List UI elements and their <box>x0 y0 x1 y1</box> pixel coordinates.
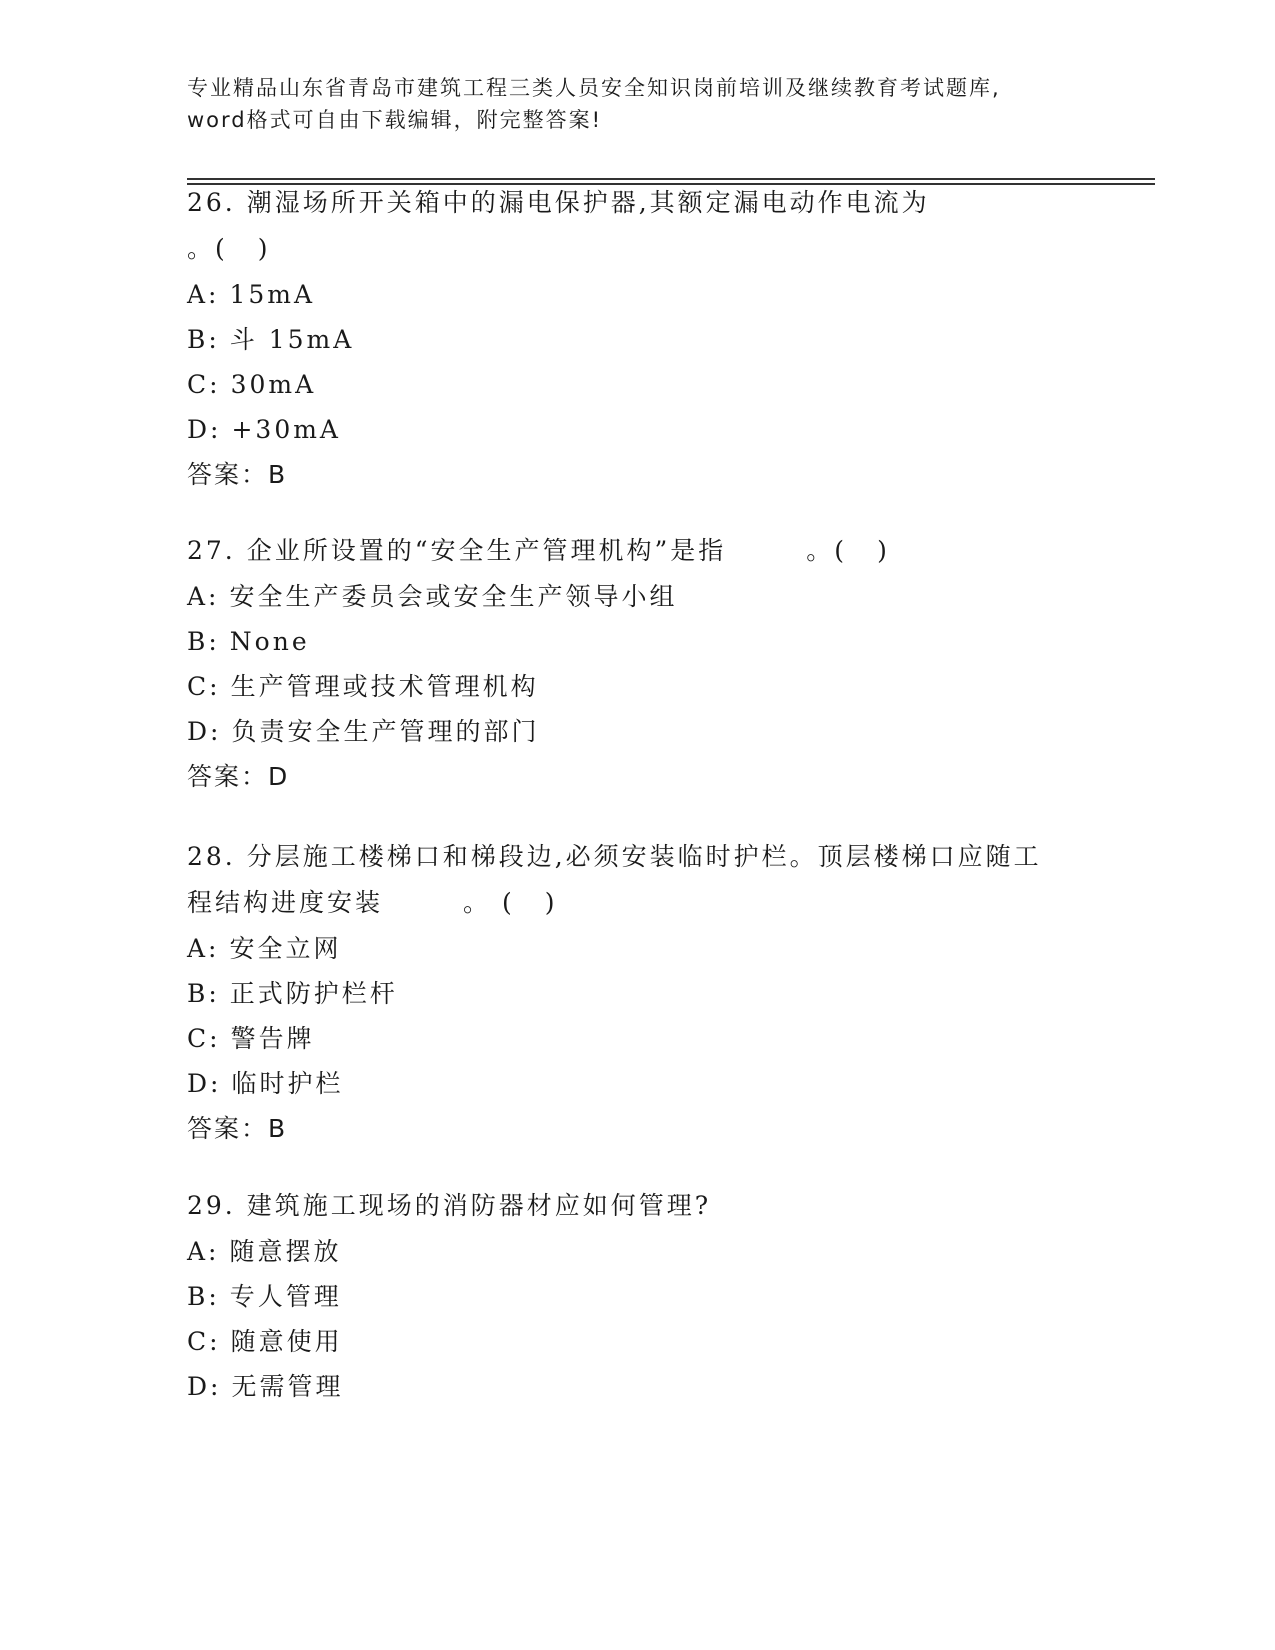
option-letter: A: <box>187 582 220 611</box>
question-stem-continued <box>187 880 1087 926</box>
question-28 <box>187 834 1087 1151</box>
option-d <box>187 1364 1087 1409</box>
option-text: 安全立网 <box>229 934 342 963</box>
option-a <box>187 272 1087 317</box>
question-blank-close: ) <box>257 234 271 263</box>
option-letter: C: <box>187 1024 221 1053</box>
option-c <box>187 1319 1087 1364</box>
option-d <box>187 709 1087 754</box>
question-text-continued: 程结构进度安装 <box>187 888 384 917</box>
question-blank-close: ) <box>544 888 558 917</box>
option-text: 正式防护栏杆 <box>229 979 398 1008</box>
question-27 <box>187 528 1087 799</box>
answer-line: 答案：B <box>187 1114 288 1143</box>
option-b <box>187 1274 1087 1319</box>
document-header <box>187 72 1087 136</box>
option-letter: B: <box>187 325 220 354</box>
question-stem <box>187 834 1087 880</box>
option-text: 斗 15mA <box>229 325 355 354</box>
option-b <box>187 971 1087 1016</box>
option-text: None <box>229 627 310 656</box>
option-text: 随意使用 <box>230 1327 343 1356</box>
option-text: +30mA <box>231 415 341 444</box>
question-text: 分层施工楼梯口和梯段边,必须安装临时护栏。顶层楼梯口应随工 <box>246 842 1042 871</box>
option-text: 15mA <box>229 280 316 309</box>
header-title-line-1: 专业精品山东省青岛市建筑工程三类人员安全知识岗前培训及继续教育考试题库, <box>187 76 1001 100</box>
question-blank-close: ) <box>877 536 890 565</box>
option-letter: D: <box>187 415 222 444</box>
option-b <box>187 317 1087 362</box>
question-number: 28. <box>187 842 236 871</box>
question-number: 29. <box>187 1191 236 1220</box>
option-c <box>187 362 1087 407</box>
option-c <box>187 1016 1087 1061</box>
option-d <box>187 407 1087 452</box>
option-a <box>187 926 1087 971</box>
option-letter: B: <box>187 1282 220 1311</box>
question-stem-continued <box>187 226 1087 272</box>
option-letter: D: <box>187 717 222 746</box>
option-text: 警告牌 <box>230 1024 315 1053</box>
option-letter: B: <box>187 979 220 1008</box>
question-blank-open: 。 ( <box>463 888 515 917</box>
option-text: 专人管理 <box>229 1282 342 1311</box>
option-c <box>187 664 1087 709</box>
option-letter: D: <box>187 1372 222 1401</box>
option-text: 无需管理 <box>231 1372 344 1401</box>
question-stem <box>187 528 1087 574</box>
option-letter: C: <box>187 370 221 399</box>
option-text: 负责安全生产管理的部门 <box>231 717 540 746</box>
answer-line: 答案：B <box>187 460 288 489</box>
option-letter: A: <box>187 280 220 309</box>
option-letter: A: <box>187 934 220 963</box>
answer-line: 答案：D <box>187 762 290 791</box>
question-text: 建筑施工现场的消防器材应如何管理? <box>246 1191 712 1220</box>
option-text: 随意摆放 <box>229 1237 342 1266</box>
question-text: 企业所设置的“安全生产管理机构”是指 <box>246 536 727 565</box>
question-text: 潮湿场所开关箱中的漏电保护器,其额定漏电动作电流为 <box>246 188 930 217</box>
option-letter: C: <box>187 672 221 701</box>
question-number: 27. <box>187 536 236 565</box>
option-a <box>187 1229 1087 1274</box>
question-number: 26. <box>187 188 236 217</box>
option-d <box>187 1061 1087 1106</box>
option-b <box>187 619 1087 664</box>
option-letter: A: <box>187 1237 220 1266</box>
question-stem <box>187 180 1087 226</box>
option-text: 生产管理或技术管理机构 <box>230 672 539 701</box>
option-letter: C: <box>187 1327 221 1356</box>
header-title-line-2: word格式可自由下载编辑，附完整答案! <box>187 108 603 132</box>
question-blank-open: 。( <box>806 536 848 565</box>
question-blank-open: 。( <box>187 234 228 263</box>
option-a <box>187 574 1087 619</box>
option-text: 30mA <box>230 370 317 399</box>
question-26 <box>187 180 1087 497</box>
question-29 <box>187 1183 1087 1409</box>
option-letter: B: <box>187 627 220 656</box>
option-text: 安全生产委员会或安全生产领导小组 <box>229 582 678 611</box>
question-stem <box>187 1183 1087 1229</box>
option-text: 临时护栏 <box>231 1069 344 1098</box>
option-letter: D: <box>187 1069 222 1098</box>
